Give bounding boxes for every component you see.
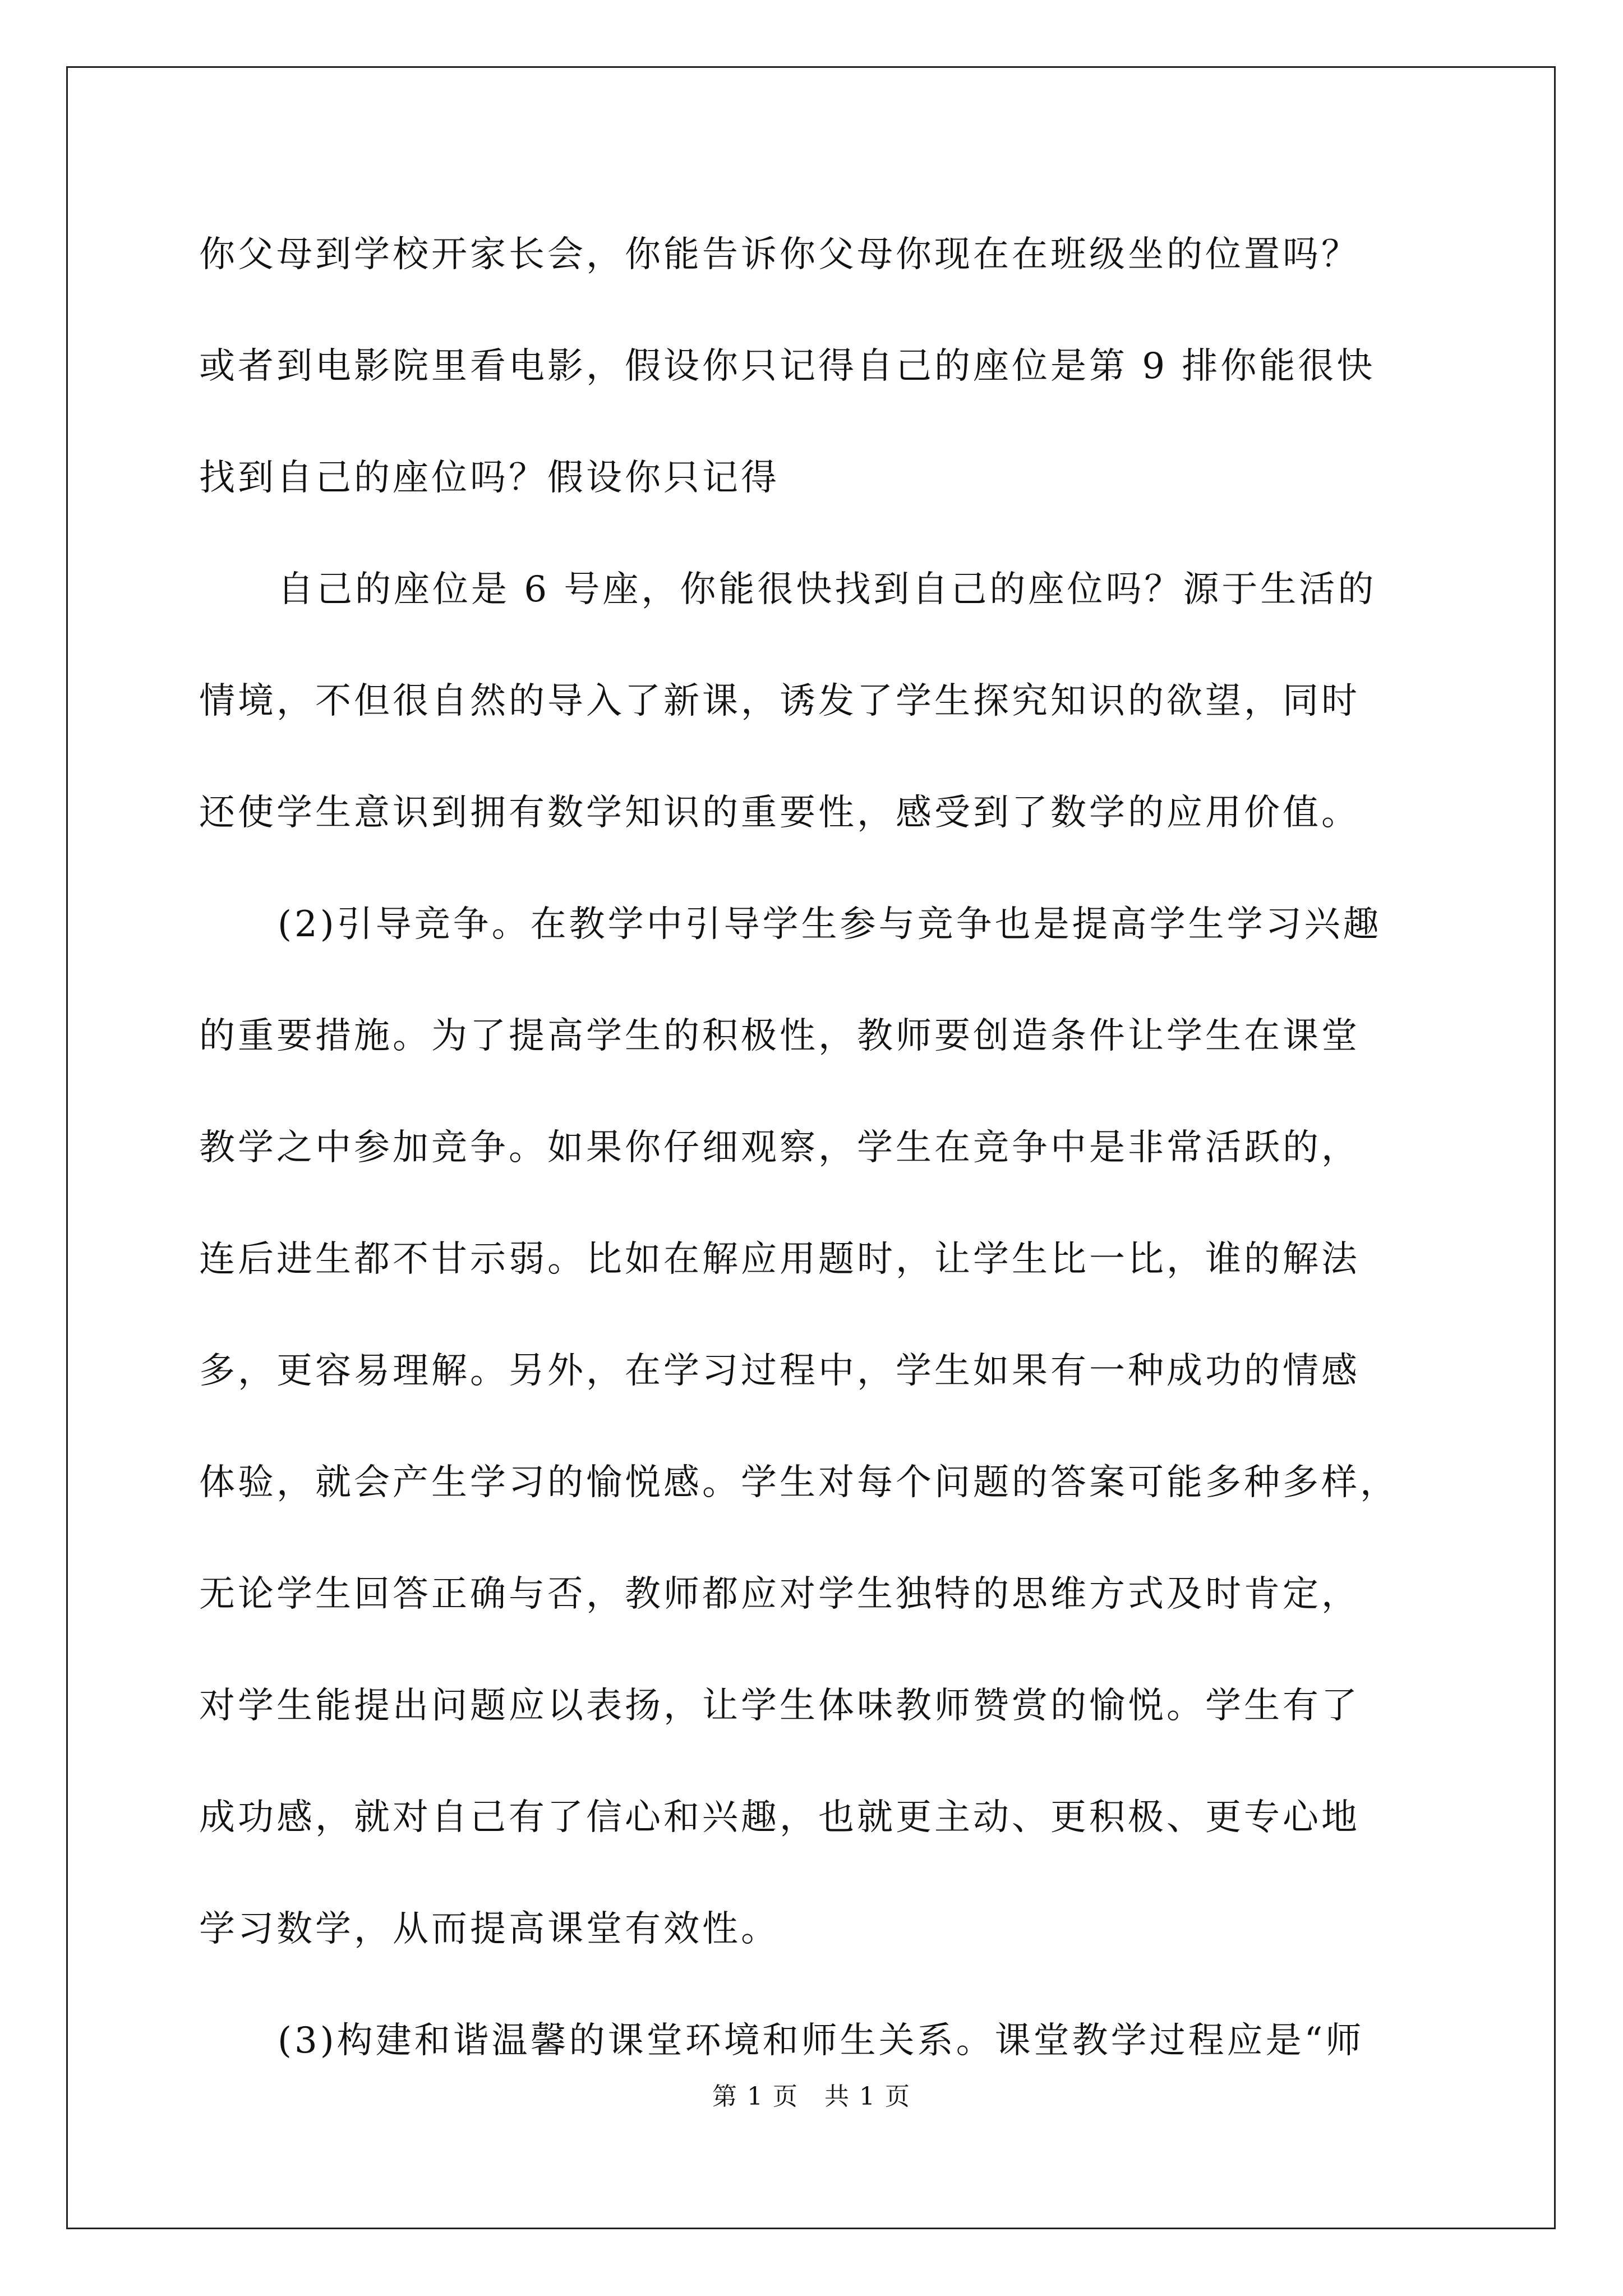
text-line-16: 学习数学，从而提高课堂有效性。 <box>199 1908 780 1950</box>
text-line-4: 自己的座位是 6 号座，你能很快找到自己的座位吗？源于生活的 <box>278 569 1377 610</box>
text-line-7: (2)引导竞争。在教学中引导学生参与竞争也是提高学生学习兴趣 <box>278 904 1382 945</box>
text-line-8: 的重要措施。为了提高学生的积极性，教师要创造条件让学生在课堂 <box>199 1015 1360 1057</box>
document-body <box>199 199 1455 2097</box>
text-line-15: 成功感，就对自己有了信心和兴趣，也就更主动、更积极、更专心地 <box>199 1797 1360 1838</box>
text-line-14: 对学生能提出问题应以表扬，让学生体味教师赞赏的愉悦。学生有了 <box>199 1685 1360 1727</box>
text-line-5: 情境，不但很自然的导入了新课，诱发了学生探究知识的欲望，同时 <box>199 680 1360 722</box>
text-line-3: 找到自己的座位吗？假设你只记得 <box>199 457 780 499</box>
text-line-10: 连后进生都不甘示弱。比如在解应用题时，让学生比一比，谁的解法 <box>199 1239 1360 1280</box>
text-line-11: 多，更容易理解。另外，在学习过程中，学生如果有一种成功的情感 <box>199 1350 1360 1392</box>
text-line-2: 或者到电影院里看电影，假设你只记得自己的座位是第 9 排你能很快 <box>199 346 1376 387</box>
text-line-1: 你父母到学校开家长会，你能告诉你父母你现在在班级坐的位置吗？ <box>199 234 1360 275</box>
text-line-6: 还使学生意识到拥有数学知识的重要性，感受到了数学的应用价值。 <box>199 792 1360 834</box>
text-line-17: (3)构建和谐温馨的课堂环境和师生关系。课堂教学过程应是“师 <box>278 2020 1364 2062</box>
text-line-9: 教学之中参加竞争。如果你仔细观察，学生在竞争中是非常活跃的， <box>199 1127 1360 1168</box>
page-footer <box>0 2080 1623 2114</box>
text-line-12: 体验，就会产生学习的愉悦感。学生对每个问题的答案可能多种多样， <box>199 1462 1399 1503</box>
page-number-label: 第 1 页 共 1 页 <box>712 2082 911 2111</box>
text-line-13: 无论学生回答正确与否，教师都应对学生独特的思维方式及时肯定， <box>199 1573 1360 1615</box>
